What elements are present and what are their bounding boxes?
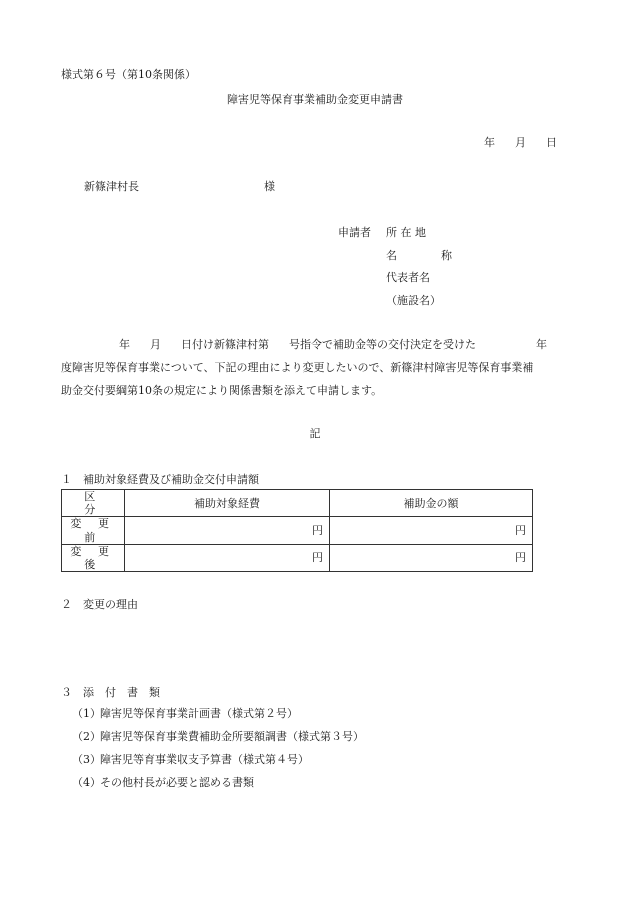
field-facility: （施設名） (386, 293, 441, 307)
list-item (72, 753, 364, 776)
addressee-honorific: 様 (264, 180, 275, 193)
section1-title: １ 補助対象経費及び補助金交付申請額 (61, 473, 259, 486)
body-line-2: 度障害児等保育事業について、下記の理由により変更したいので、新篠津村障害児等保育事業補 (61, 361, 534, 374)
row-label: 変 更 前 (62, 517, 125, 544)
list-item (72, 707, 364, 730)
cost-cell[interactable]: 円 (125, 517, 330, 544)
item-number: （3） (72, 753, 101, 766)
item-number: （2） (72, 730, 101, 743)
header-cost: 補助対象経費 (125, 490, 330, 517)
addressee-name: 新篠津村長 (84, 180, 139, 193)
amount-table (61, 489, 533, 572)
body-line-1: 年 月 日付け新篠津村第 号指令で補助金等の交付決定を受けた 年 (119, 338, 547, 351)
item-text: その他村長が必要と認める書類 (100, 776, 254, 789)
applicant-label: 申請者 (338, 226, 371, 239)
item-text: 障害児等保育事業費補助金所要額調書（様式第３号） (100, 730, 364, 743)
form-number: 様式第６号（第10条関係） (61, 68, 196, 81)
applicant-fields (386, 226, 469, 316)
document-title: 障害児等保育事業補助金変更申請書 (227, 93, 403, 106)
table-header-row (62, 490, 533, 517)
table-row (62, 517, 533, 544)
header-category: 区 分 (62, 490, 125, 517)
cost-cell[interactable]: 円 (125, 544, 330, 571)
subsidy-cell[interactable]: 円 (330, 517, 533, 544)
date-month: 月 (515, 136, 526, 149)
field-representative: 代表者名 (386, 271, 430, 284)
subsidy-cell[interactable]: 円 (330, 544, 533, 571)
field-name: 名 称 (386, 248, 469, 262)
date-line (484, 136, 557, 149)
date-day: 日 (546, 136, 557, 149)
section2-title: ２ 変更の理由 (61, 598, 138, 611)
table-row (62, 544, 533, 571)
list-item (72, 730, 364, 753)
item-text: 障害児等保育事業計画書（様式第２号） (100, 707, 298, 720)
list-item (72, 776, 364, 799)
item-text: 障害児等育事業収支予算書（様式第４号） (100, 753, 309, 766)
item-number: （4） (72, 776, 101, 789)
date-year: 年 (484, 136, 495, 149)
ki-heading: 記 (309, 427, 321, 440)
item-number: （1） (72, 707, 101, 720)
field-address: 所 在 地 (386, 226, 426, 239)
section3-title: ３ 添 付 書 類 (61, 686, 160, 699)
header-subsidy: 補助金の額 (330, 490, 533, 517)
attachment-list (72, 707, 364, 799)
body-line-3: 助金交付要綱第10条の規定により関係書類を添えて申請します。 (61, 384, 383, 397)
body-paragraph (61, 333, 577, 402)
row-label: 変 更 後 (62, 544, 125, 571)
